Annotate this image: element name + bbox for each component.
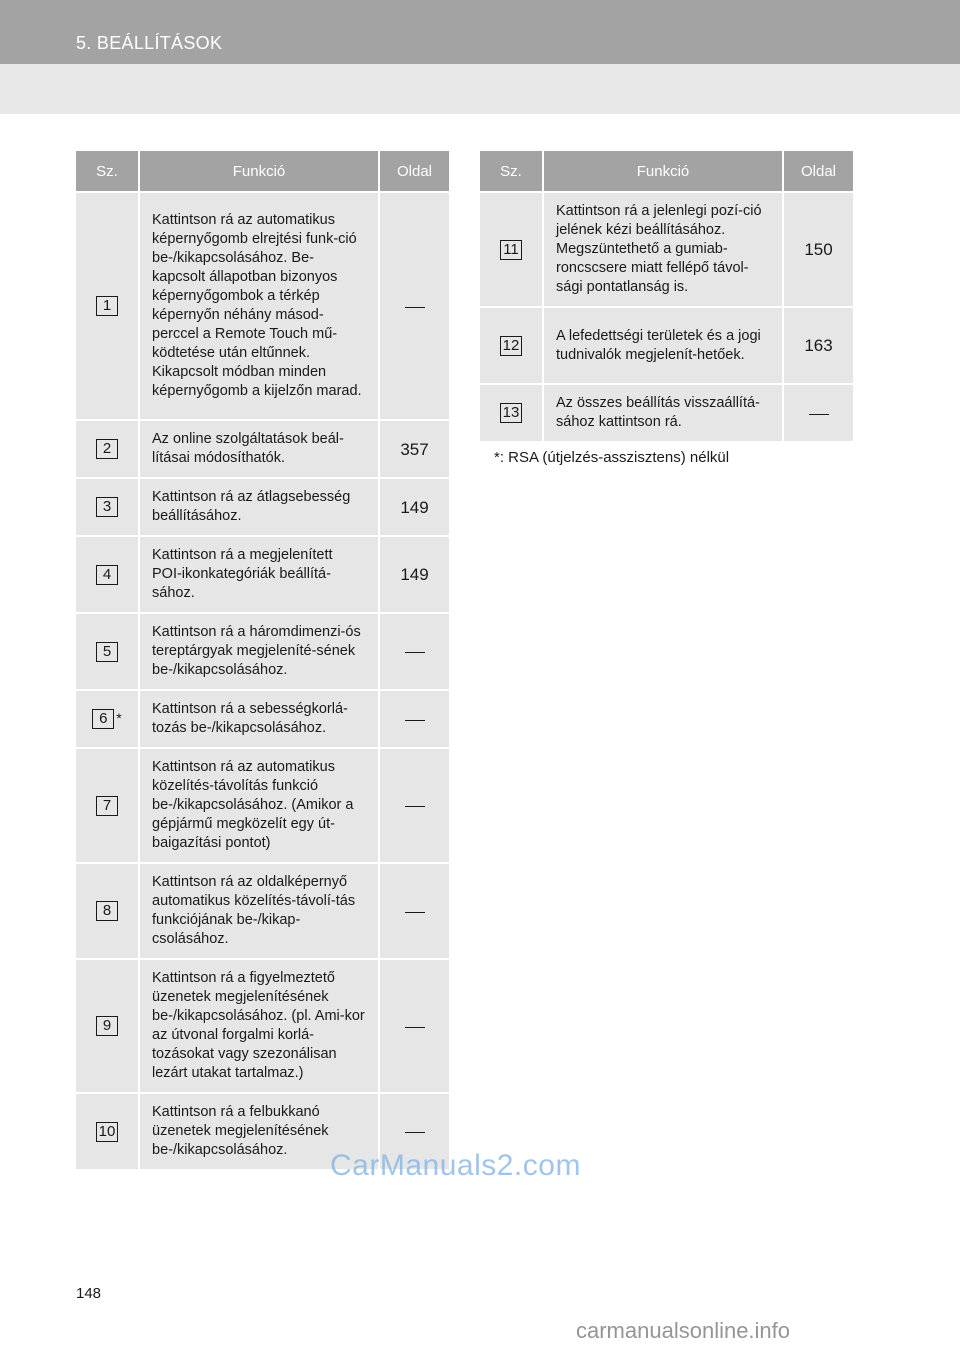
function-description: Az összes beállítás visszaállítá-sához kattintson rá. [543,384,783,442]
item-number-box: 8 [96,901,118,921]
table-row [76,420,449,478]
header-num: Sz. [76,151,139,192]
no-page-dash [405,1027,425,1028]
function-description: Kattintson rá az oldalképernyő automatikus közelítés-távolí-tás funkciójának be-/kikap-csolásához. [139,863,379,959]
page-reference: 149 [379,478,449,536]
item-number-box: 9 [96,1016,118,1036]
no-page-dash [405,912,425,913]
footnote-marker: * [116,710,122,726]
item-number-box: 6 [92,709,114,729]
footnote: *: RSA (útjelzés-asszisztens) nélkül [494,449,730,466]
row-number-cell [480,307,543,384]
page-number: 148 [76,1285,102,1302]
site-watermark: carmanualsonline.info [576,1318,791,1343]
table-row [76,613,449,690]
row-number-cell [76,478,139,536]
item-number-box: 3 [96,497,118,517]
page-reference: 163 [783,307,853,384]
row-number-cell [76,613,139,690]
function-description: Kattintson rá a háromdimenzi-ós tereptárgyak megjeleníté-sének be-/kikapcsolásához. [139,613,379,690]
table-header-row [480,151,853,192]
no-page-dash [405,652,425,653]
item-number-box: 10 [96,1122,119,1142]
page-reference: 357 [379,420,449,478]
table-row [76,478,449,536]
function-description: Kattintson rá a figyelmeztető üzenetek megjelenítésének be-/kikapcsolásához. (pl. Ami-kor az útvonal forgalmi korlá-tozásokat vagy szezonálisan lezárt utakat tartalmaz.) [139,959,379,1093]
settings-table-left [76,151,449,1171]
table-row [76,863,449,959]
row-number-cell [480,192,543,307]
function-description: Az online szolgáltatások beál-lításai módosíthatók. [139,420,379,478]
table-row [76,959,449,1093]
row-number-cell [76,1093,139,1170]
function-description: Kattintson rá az átlagsebesség beállításához. [139,478,379,536]
table-row [76,192,449,420]
table-header-row [76,151,449,192]
page-reference [379,959,449,1093]
settings-table-right [480,151,853,443]
section-title: 5. BEÁLLÍTÁSOK [76,33,223,53]
row-number-cell [76,420,139,478]
page-reference [379,613,449,690]
row-number-cell [76,863,139,959]
page-reference [783,384,853,442]
header-subbar [0,64,960,114]
page-reference [379,863,449,959]
page-reference: 150 [783,192,853,307]
item-number-box: 1 [96,296,118,316]
row-number-cell [76,690,139,748]
table-row [480,384,853,442]
header-func: Funkció [139,151,379,192]
item-number-box: 5 [96,642,118,662]
header-bar [0,0,960,64]
no-page-dash [405,1132,425,1133]
table-row [480,192,853,307]
table-row [76,690,449,748]
no-page-dash [405,307,425,308]
item-number-box: 12 [500,336,523,356]
no-page-dash [809,414,829,415]
row-number-cell [76,748,139,863]
function-description: Kattintson rá a sebességkorlá-tozás be-/kikapcsolásához. [139,690,379,748]
page-reference [379,690,449,748]
table-row [480,307,853,384]
no-page-dash [405,806,425,807]
table-row [76,536,449,613]
no-page-dash [405,720,425,721]
function-description: A lefedettségi területek és a jogi tudnivalók megjelenít-hetőek. [543,307,783,384]
item-number-box: 13 [500,403,523,423]
function-description: Kattintson rá az automatikus közelítés-távolítás funkció be-/kikapcsolásához. (Amikor a gépjármű megközelít egy út-baigazítási pontot) [139,748,379,863]
header-num: Sz. [480,151,543,192]
row-number-cell [76,192,139,420]
function-description: Kattintson rá a jelenlegi pozí-ció jelének kézi beállításához. Megszüntethető a gumiab-roncscsere miatt fellépő távol-sági pontatlanság is. [543,192,783,307]
function-description: Kattintson rá az automatikus képernyőgomb elrejtési funk-ció be-/kikapcsolásához. Be-kapcsolt állapotban bizonyos képernyőgombok a térkép képernyőn néhány másod-perccel a Remote Touch mű-ködtetése után eltűnnek. Kikapcsolt módban minden képernyőgomb a kijelzőn marad. [139,192,379,420]
function-description: Kattintson rá a felbukkanó üzenetek megjelenítésének be-/kikapcsolásához. [139,1093,379,1170]
item-number-box: 11 [500,240,522,260]
item-number-box: 2 [96,439,118,459]
row-number-cell [76,536,139,613]
function-description: Kattintson rá a megjelenített POI-ikonkategóriák beállítá-sához. [139,536,379,613]
watermark-text: CarManuals2.com [330,1149,581,1182]
item-number-box: 4 [96,565,118,585]
page-reference [379,192,449,420]
header-func: Funkció [543,151,783,192]
page-reference [379,748,449,863]
row-number-cell [76,959,139,1093]
table-row [76,748,449,863]
page-reference: 149 [379,536,449,613]
item-number-box: 7 [96,796,118,816]
header-page: Oldal [783,151,853,192]
header-page: Oldal [379,151,449,192]
row-number-cell [480,384,543,442]
